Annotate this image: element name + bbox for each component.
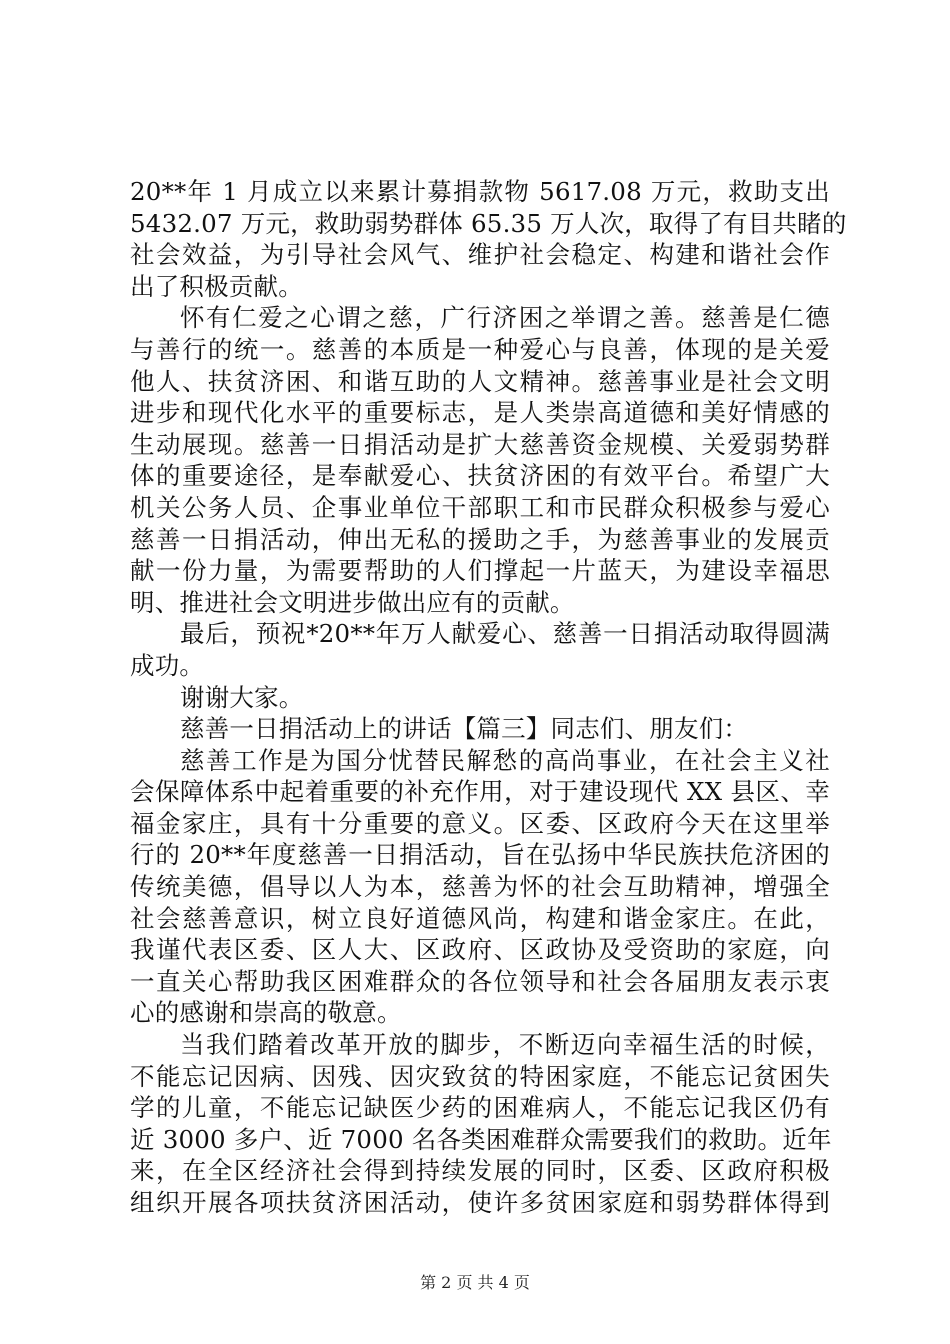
text-line: 与善行的统一。慈善的本质是一种爱心与良善，体现的是关爱 <box>130 334 830 364</box>
text-line: 社会效益，为引导社会风气、维护社会稳定、构建和谐社会作 <box>130 240 830 270</box>
text-line: 社会慈善意识，树立良好道德风尚，构建和谐金家庄。在此， <box>130 903 830 933</box>
text-line: 我谨代表区委、区人大、区政府、区政协及受资助的家庭，向 <box>130 935 830 965</box>
text-line: 学的儿童，不能忘记缺医少药的困难病人，不能忘记我区仍有 <box>130 1093 830 1123</box>
text-line: 慈善一日捐活动，伸出无私的援助之手，为慈善事业的发展贡 <box>130 524 830 554</box>
text-line: 传统美德，倡导以人为本，慈善为怀的社会互助精神，增强全 <box>130 872 830 902</box>
text-line: 5432.07 万元，救助弱势群体 65.35 万人次，取得了有目共睹的 <box>130 208 847 238</box>
text-line: 组织开展各项扶贫济困活动，使许多贫困家庭和弱势群体得到 <box>130 1188 830 1217</box>
text-line: 成功。 <box>130 650 205 680</box>
text-line: 近 3000 多户、近 7000 名各类困难群众需要我们的救助。近年 <box>130 1124 832 1154</box>
text-line: 会保障体系中起着重要的补充作用，对于建设现代 XX 县区、幸 <box>130 777 830 807</box>
text-line: 明、推进社会文明进步做出应有的贡献。 <box>130 587 575 617</box>
section-heading: 慈善一日捐活动上的讲话【篇三】同志们、朋友们： <box>180 714 749 744</box>
document-body <box>130 176 847 1219</box>
text-line: 进步和现代化水平的重要标志，是人类崇高道德和美好情感的 <box>130 398 830 428</box>
text-line: 当我们踏着改革开放的脚步，不断迈向幸福生活的时候， <box>180 1030 830 1060</box>
text-line: 谢谢大家。 <box>180 682 304 712</box>
page-number-footer: 第 2 页 共 4 页 <box>420 1273 530 1292</box>
text-line: 20**年 1 月成立以来累计募捐款物 5617.08 万元，救助支出 <box>130 177 830 206</box>
text-line: 怀有仁爱之心谓之慈，广行济困之举谓之善。慈善是仁德 <box>180 303 830 333</box>
text-line: 体的重要途径，是奉献爱心、扶贫济困的有效平台。希望广大 <box>130 461 830 491</box>
text-line: 来，在全区经济社会得到持续发展的同时，区委、区政府积极 <box>130 1156 830 1186</box>
text-line: 献一份力量，为需要帮助的人们撑起一片蓝天，为建设幸福思 <box>130 556 830 586</box>
text-line: 出了积极贡献。 <box>130 271 303 301</box>
text-line: 机关公务人员、企事业单位干部职工和市民群众积极参与爱心 <box>130 492 830 522</box>
text-line: 不能忘记因病、因残、因灾致贫的特困家庭，不能忘记贫困失 <box>130 1061 830 1091</box>
text-line: 一直关心帮助我区困难群众的各位领导和社会各届朋友表示衷 <box>130 966 830 996</box>
text-line: 行的 20**年度慈善一日捐活动，旨在弘扬中华民族扶危济困的 <box>130 840 830 870</box>
text-line: 福金家庄，具有十分重要的意义。区委、区政府今天在这里举 <box>130 808 830 838</box>
text-line: 最后，预祝*20**年万人献爱心、慈善一日捐活动取得圆满 <box>180 619 830 649</box>
text-line: 生动展现。慈善一日捐活动是扩大慈善资金规模、关爱弱势群 <box>130 429 830 459</box>
text-line: 心的感谢和崇高的敬意。 <box>130 998 402 1028</box>
text-line: 他人、扶贫济困、和谐互助的人文精神。慈善事业是社会文明 <box>130 366 830 396</box>
text-line: 慈善工作是为国分忧替民解愁的高尚事业，在社会主义社 <box>180 745 830 775</box>
